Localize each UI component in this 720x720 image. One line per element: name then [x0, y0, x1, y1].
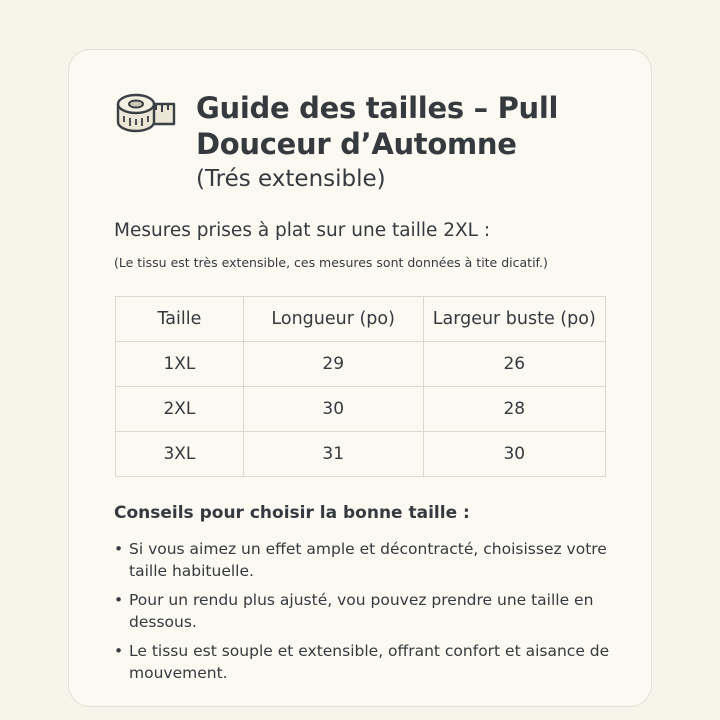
tip-text: Pour un rendu plus ajusté, vou pouvez prendre une taille en dessous. — [129, 591, 594, 631]
page-subtitle: (Trés extensible) — [196, 166, 386, 192]
list-item — [114, 538, 614, 582]
table-row — [116, 432, 606, 477]
list-item — [114, 640, 614, 684]
page-title-line2: Douceur d’Automne — [196, 127, 517, 161]
cell-length: 31 — [243, 432, 423, 477]
table-header-row — [116, 297, 606, 342]
cell-size: 3XL — [116, 432, 244, 477]
cell-chest-width: 26 — [423, 342, 605, 387]
measurement-intro: Mesures prises à plat sur une taille 2XL : — [114, 220, 491, 241]
list-item — [114, 589, 614, 633]
cell-chest-width: 30 — [423, 432, 605, 477]
cell-length: 30 — [243, 387, 423, 432]
bullet: • — [114, 591, 124, 609]
size-table — [115, 296, 606, 477]
tip-text: Le tissu est souple et extensible, offrant confort et aisance de mouvement. — [129, 642, 610, 682]
header-largeur-buste: Largeur buste (po) — [423, 297, 605, 342]
bullet: • — [114, 642, 124, 660]
table-row — [116, 387, 606, 432]
measuring-tape-icon — [114, 90, 178, 138]
cell-chest-width: 28 — [423, 387, 605, 432]
header-longueur: Longueur (po) — [243, 297, 423, 342]
page-title — [196, 90, 558, 162]
bullet: • — [114, 540, 124, 558]
table-row — [116, 342, 606, 387]
measurement-note: (Le tissu est très extensible, ces mesures sont données à tite dicatif.) — [114, 255, 548, 270]
cell-length: 29 — [243, 342, 423, 387]
cell-size: 2XL — [116, 387, 244, 432]
page-title-line1: Guide des tailles – Pull — [196, 91, 559, 125]
tip-text: Si vous aimez un effet ample et décontracté, choisissez votre taille habituelle. — [129, 540, 607, 580]
cell-size: 1XL — [116, 342, 244, 387]
tips-list — [114, 538, 614, 691]
header-taille: Taille — [116, 297, 244, 342]
tips-title: Conseils pour choisir la bonne taille : — [114, 503, 470, 523]
